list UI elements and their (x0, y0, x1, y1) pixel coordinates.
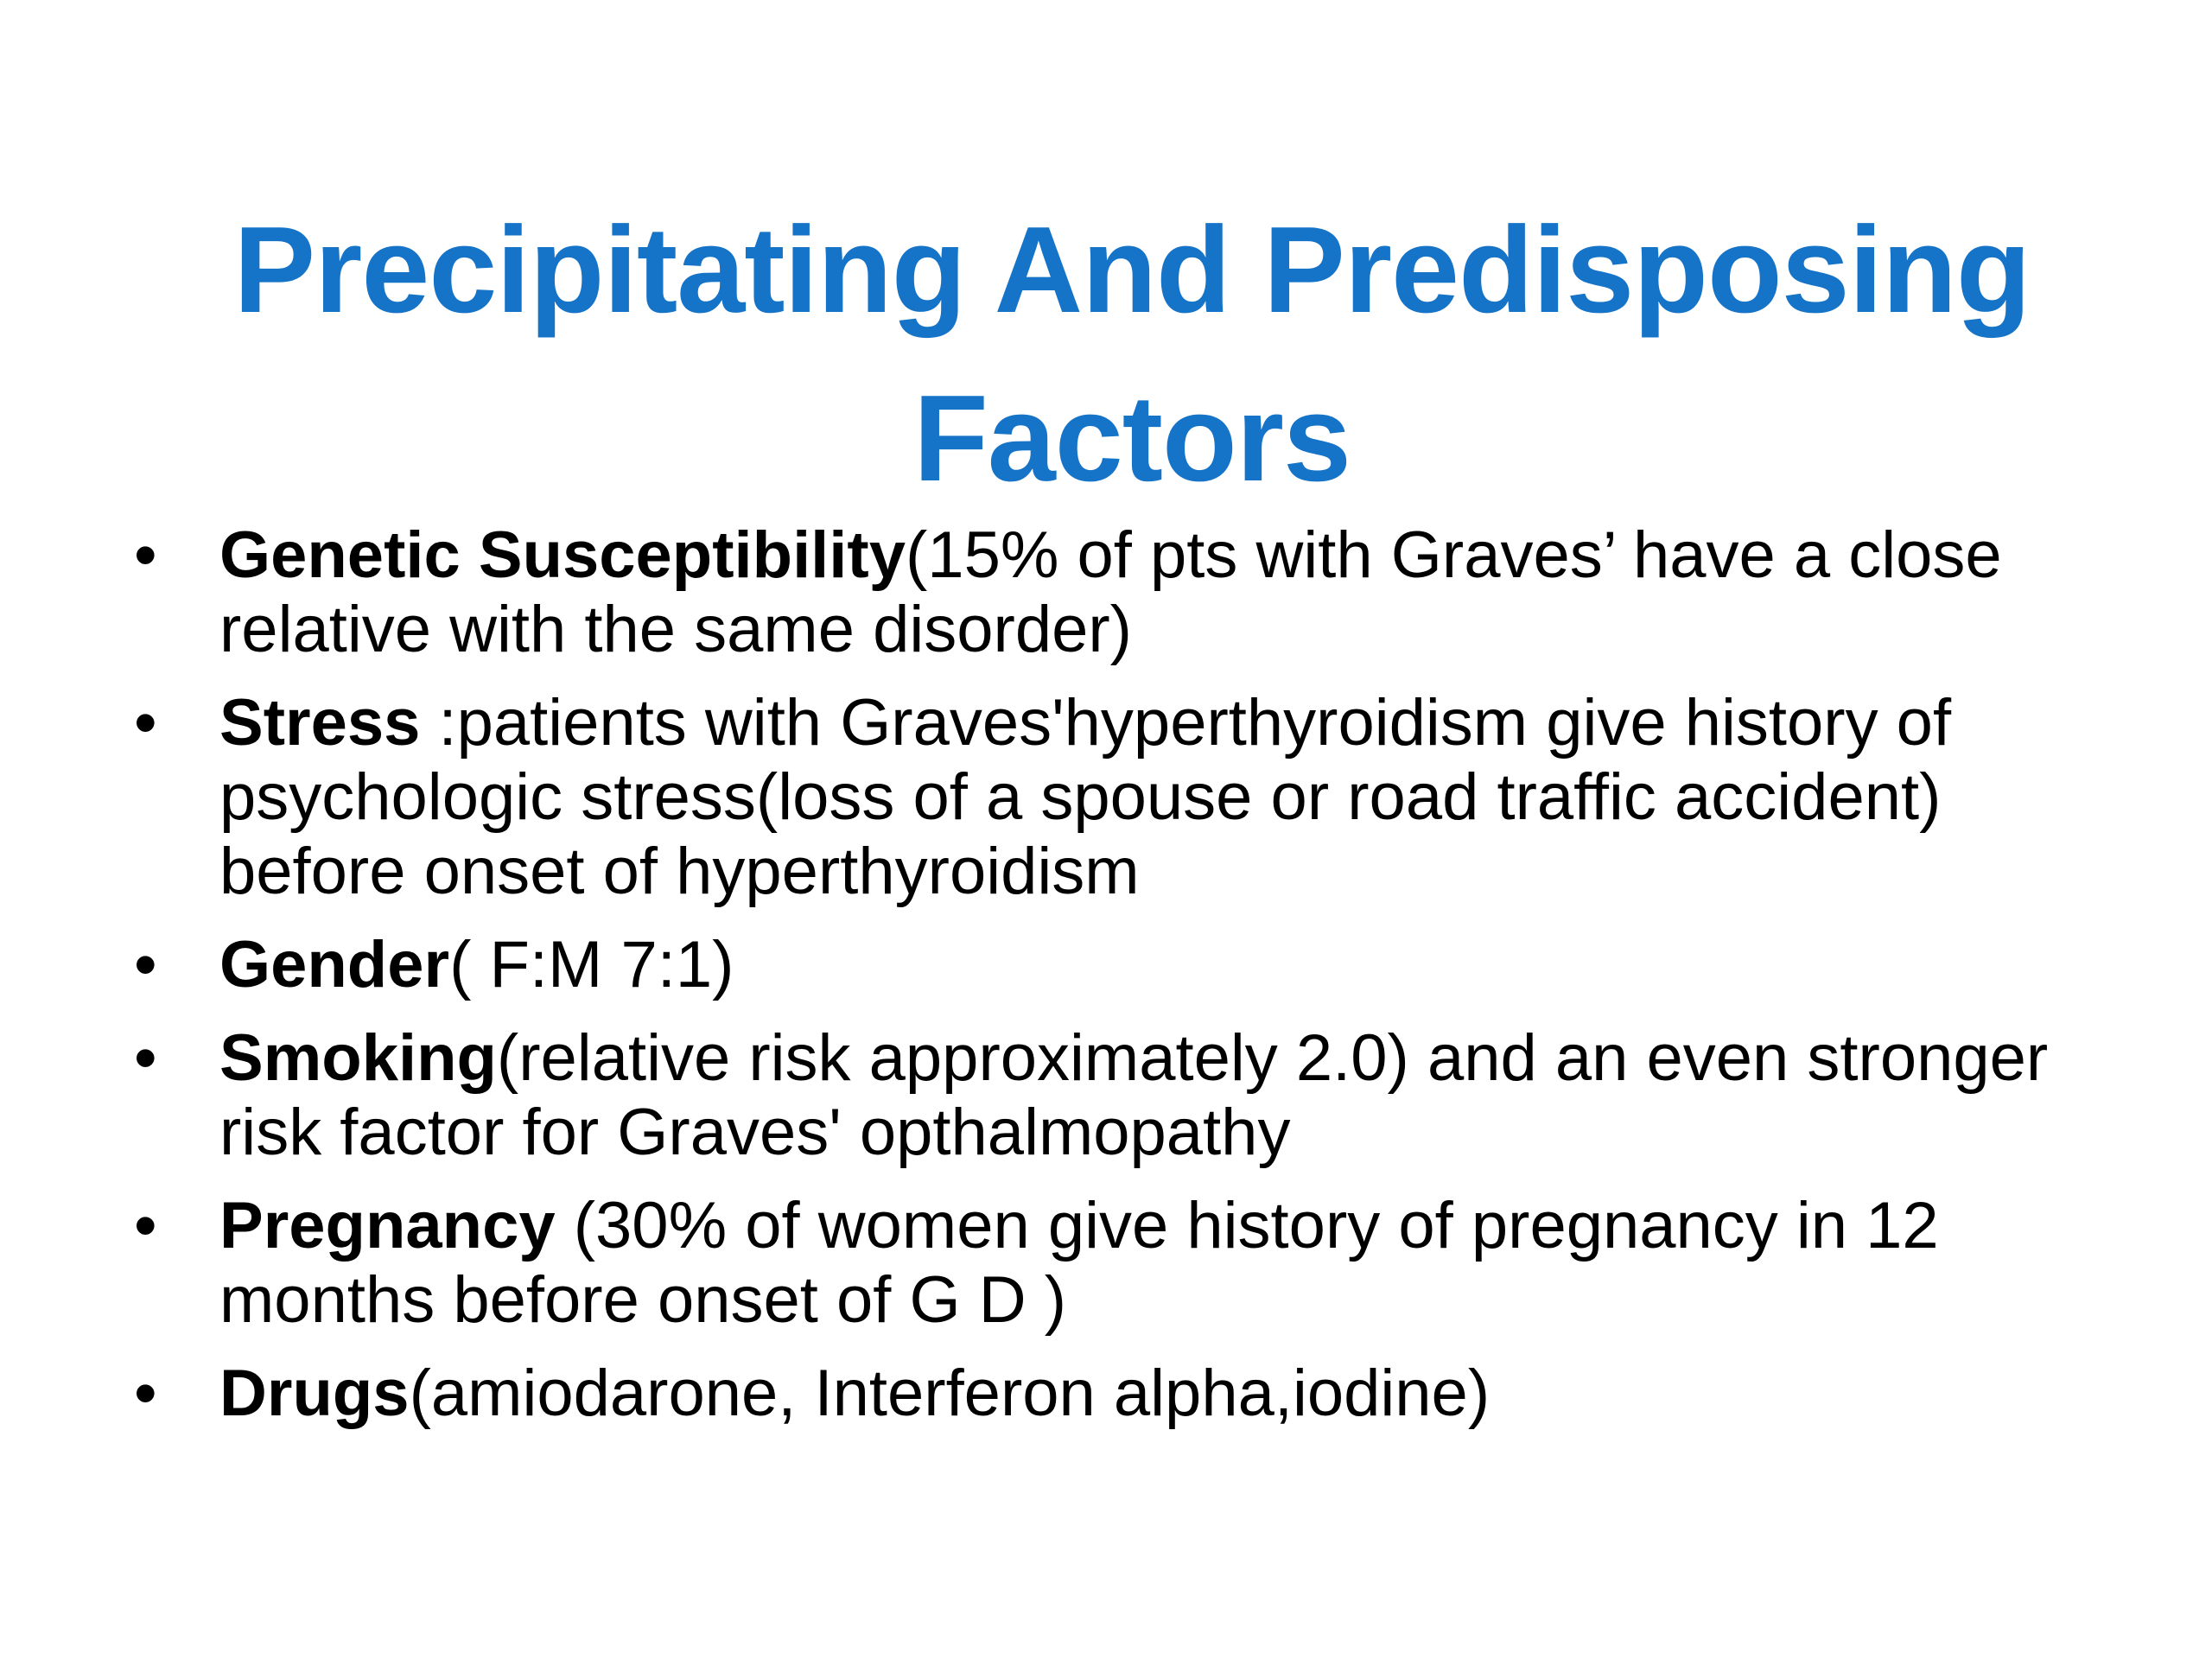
factor-term: Gender (219, 928, 450, 1001)
factor-term: Genetic Susceptibility (219, 518, 906, 592)
bullet-icon: • (134, 686, 157, 760)
list-item-pregnancy (134, 1189, 2121, 1338)
factor-description: (30% of women give history of pregnancy in 12 months before onset of G D ) (219, 1189, 1939, 1337)
factor-description: (15% of pts with Graves’ have a close relative with the same disorder) (219, 518, 2002, 666)
slide-title-line-1: Precipitating And Predisposing (233, 201, 2031, 339)
factor-description: :patients with Graves'hyperthyroidism give history of psychologic stress(loss of a spouse or road traffic accident) before onset of hyperthyroidism (219, 686, 1952, 908)
bullet-icon: • (134, 1021, 157, 1095)
list-item-gender (134, 928, 2121, 1002)
factor-term: Smoking (219, 1021, 497, 1095)
factor-description: (amiodarone, Interferon alpha,iodine) (409, 1357, 1491, 1430)
factor-description: ( F:M 7:1) (449, 928, 734, 1001)
bullet-icon: • (134, 928, 157, 1001)
factor-list (134, 518, 2121, 1450)
slide-title (173, 186, 2091, 523)
list-item-stress (134, 686, 2121, 909)
slide-title-line-2: Factors (913, 370, 1351, 507)
bullet-icon: • (134, 1189, 157, 1262)
bullet-icon: • (134, 518, 157, 592)
factor-description: (relative risk approximately 2.0) and an even stronger risk factor for Graves' opthalmopathy (219, 1021, 2049, 1169)
bullet-icon: • (134, 1357, 157, 1430)
list-item-genetic (134, 518, 2121, 667)
factor-term: Drugs (219, 1357, 410, 1430)
factor-term: Stress (219, 686, 421, 760)
factor-term: Pregnancy (219, 1189, 556, 1262)
list-item-drugs (134, 1357, 2121, 1431)
list-item-smoking (134, 1021, 2121, 1170)
